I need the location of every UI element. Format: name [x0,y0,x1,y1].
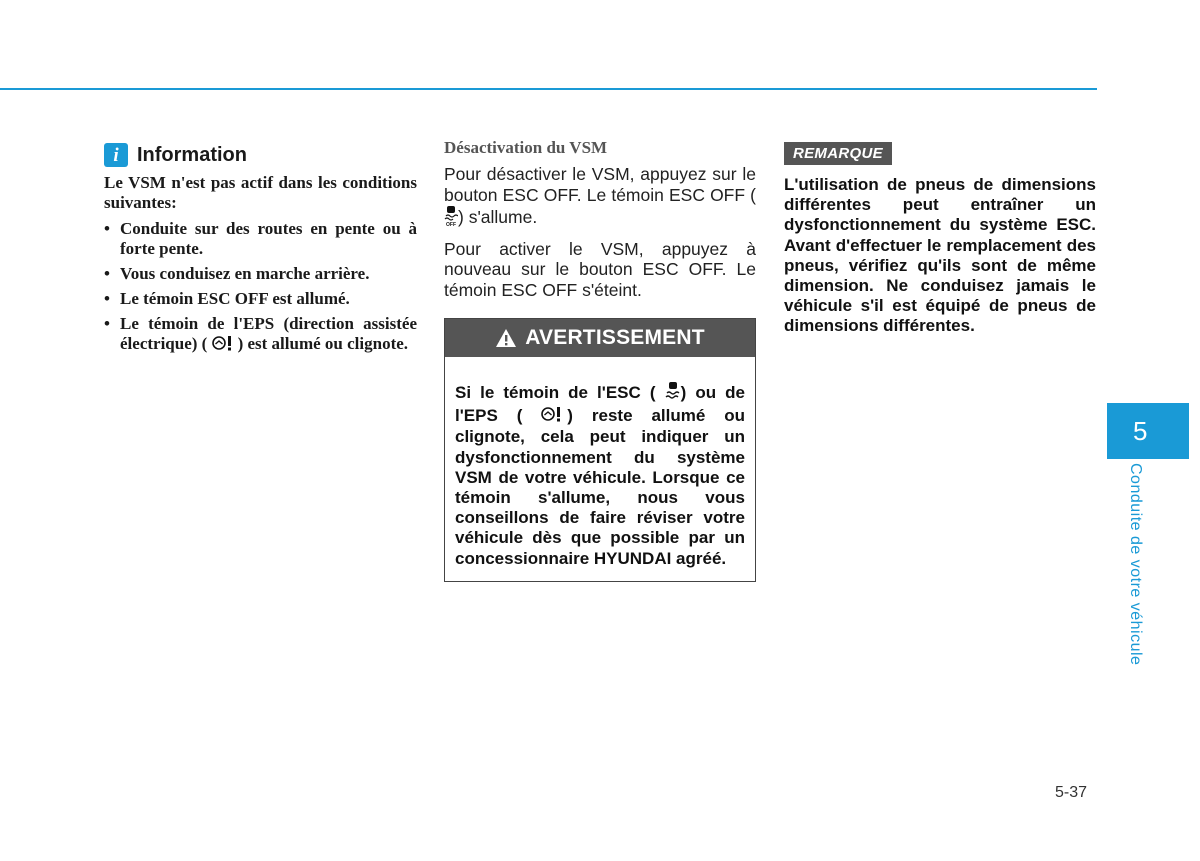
info-icon: i [104,143,128,167]
vsm-p1-start: Pour désactiver le VSM, appuyez sur le bouton ESC OFF. Le témoin ESC OFF ( [444,164,756,205]
information-section [104,143,417,361]
vsm-paragraph-2: Pour activer le VSM, appuyez à nouveau sur le bouton ESC OFF. Le témoin ESC OFF s'éteint. [444,238,756,300]
eps-warning-icon [541,406,567,427]
warning-header [445,319,755,357]
warning-text-2: ) ou de l'EPS ( [455,383,745,426]
warning-box [444,318,756,582]
information-header [104,143,417,167]
list-item: • Conduite sur des routes en pente ou à forte pente. [104,219,417,259]
remarque-badge: REMARQUE [784,142,892,165]
vsm-p1-end: ) s'allume. [458,206,538,227]
list-item: • Le témoin ESC OFF est allumé. [104,289,417,309]
page-number: 5-37 [1055,784,1088,801]
information-title: Information [137,143,247,166]
eps-warning-icon [212,335,238,356]
information-intro: Le VSM n'est pas actif dans les conditions suivantes: [104,173,417,212]
list-item [104,314,417,356]
vsm-section [444,138,756,582]
esc-icon [665,381,681,406]
chapter-label: Conduite de votre véhicule [1127,463,1144,666]
chapter-tab: 5 [1107,403,1189,459]
list-item: • Vous conduisez en marche arrière. [104,264,417,284]
eps-item-text-end: ) est allumé ou clignote. [237,334,409,353]
condition-list [104,219,417,356]
warning-body [445,357,755,581]
vsm-paragraph-1 [444,164,756,232]
esc-off-icon [444,205,458,232]
vsm-section-title: Désactivation du VSM [444,138,608,157]
eps-item-text-start: Le témoin de l'EPS (direction assistée électrique) ( [120,314,417,353]
remarque-section [784,142,1096,337]
remarque-text: L'utilisation de pneus de dimensions différentes peut entraîner un dysfonctionnement du système ESC. Avant d'effectuer le remplacement des pneus, vérifiez qu'ils sont de même dimension. Ne conduisez jamais le véhicule s'il est équipé de pneus de dimensions différentes. [784,175,1096,336]
svg-text:OFF: OFF [446,222,456,227]
warning-text-1: Si le témoin de l'ESC ( [455,383,656,403]
warning-text-3: ) reste allumé ou clignote, cela peut indiquer un dysfonctionnement du système VSM de votre véhicule. Lorsque ce témoin s'allume, nous vous conseillons de faire réviser votre véhicule dès que possible par un concessionnaire HYUNDAI agréé. [455,406,745,568]
warning-title: AVERTISSEMENT [525,326,705,349]
warning-triangle-icon [495,328,517,348]
header-rule [0,88,1097,90]
